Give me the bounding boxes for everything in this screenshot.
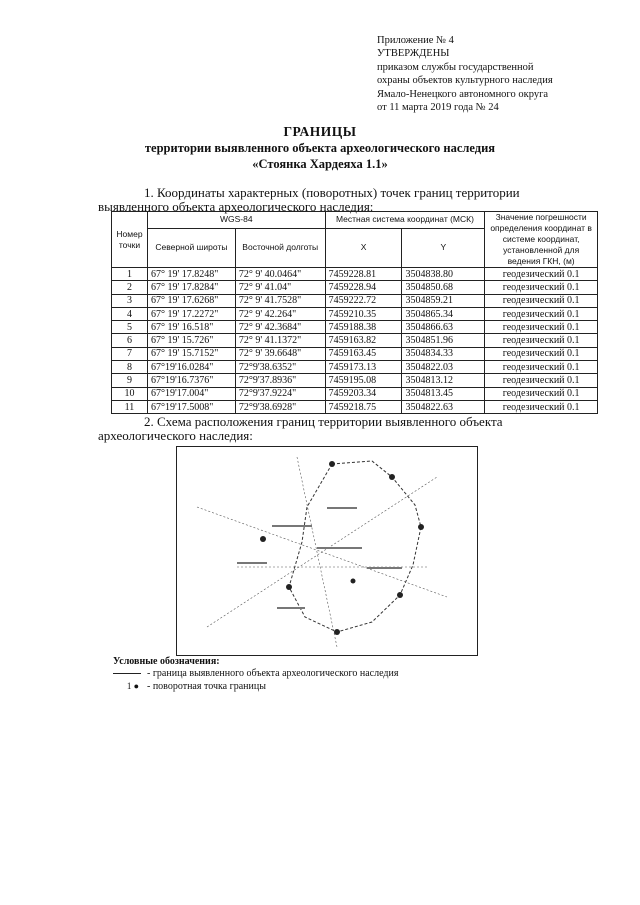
latitude-cell: 67° 19' 15.726" <box>147 334 235 347</box>
boundary-line <box>289 461 421 632</box>
point-number-cell: 5 <box>112 321 148 334</box>
boundary-point <box>389 474 395 480</box>
section-2-text <box>98 415 600 443</box>
header-longitude: Восточной долготы <box>235 228 325 267</box>
point-number-cell: 3 <box>112 294 148 307</box>
latitude-cell: 67°19'16.0284" <box>147 361 235 374</box>
x-cell: 7459222.72 <box>325 294 402 307</box>
accuracy-cell: геодезический 0.1 <box>485 400 598 413</box>
header-local-system: Местная система координат (МСК) <box>325 212 485 229</box>
scheme-annotation <box>327 507 357 509</box>
table-row <box>112 400 598 413</box>
longitude-cell: 72°9'37.8936" <box>235 374 325 387</box>
section-1-text <box>98 186 600 214</box>
accuracy-cell: геодезический 0.1 <box>485 281 598 294</box>
table-body <box>112 268 598 414</box>
table-row <box>112 321 598 334</box>
y-cell: 3504866.63 <box>402 321 485 334</box>
y-cell: 3504813.12 <box>402 374 485 387</box>
section-1-line: 1. Координаты характерных (поворотных) точек границ территории <box>144 185 520 200</box>
scheme-annotation <box>272 525 312 527</box>
header-point-number: Номер точки <box>112 212 148 268</box>
x-cell: 7459210.35 <box>325 307 402 320</box>
point-number-cell: 9 <box>112 374 148 387</box>
x-cell: 7459195.08 <box>325 374 402 387</box>
x-cell: 7459163.82 <box>325 334 402 347</box>
x-cell: 7459163.45 <box>325 347 402 360</box>
document-title: ГРАНИЦЫ <box>283 124 357 139</box>
accuracy-cell: геодезический 0.1 <box>485 268 598 281</box>
appendix-line: УТВЕРЖДЕНЫ <box>377 48 450 60</box>
latitude-cell: 67°19'17.004" <box>147 387 235 400</box>
header-x: X <box>325 228 402 267</box>
point-number-cell: 11 <box>112 400 148 413</box>
boundary-point <box>329 461 335 467</box>
accuracy-cell: геодезический 0.1 <box>485 307 598 320</box>
accuracy-cell: геодезический 0.1 <box>485 321 598 334</box>
point-marker-symbol: 1 ● <box>126 681 139 691</box>
x-cell: 7459203.34 <box>325 387 402 400</box>
longitude-cell: 72°9'38.6928" <box>235 400 325 413</box>
scheme-annotation <box>367 567 402 569</box>
point-number-cell: 2 <box>112 281 148 294</box>
y-cell: 3504822.03 <box>402 361 485 374</box>
document-subtitle: территории выявленного объекта археологического наследия <box>144 141 496 155</box>
latitude-cell: 67° 19' 15.7152" <box>147 347 235 360</box>
legend-row-boundary <box>113 668 398 680</box>
point-number-cell: 8 <box>112 361 148 374</box>
latitude-cell: 67° 19' 17.2272" <box>147 307 235 320</box>
table-row <box>112 281 598 294</box>
boundary-line-symbol <box>113 673 141 674</box>
table-row <box>112 294 598 307</box>
accuracy-cell: геодезический 0.1 <box>485 294 598 307</box>
accuracy-cell: геодезический 0.1 <box>485 361 598 374</box>
accuracy-cell: геодезический 0.1 <box>485 334 598 347</box>
scheme-drawing <box>177 447 477 655</box>
appendix-block <box>377 34 553 114</box>
y-cell: 3504813.45 <box>402 387 485 400</box>
latitude-cell: 67°19'16.7376" <box>147 374 235 387</box>
table-row <box>112 361 598 374</box>
scheme-annotation <box>237 562 267 564</box>
longitude-cell: 72° 9' 39.6648" <box>235 347 325 360</box>
boundary-point <box>334 629 340 635</box>
scheme-line <box>207 477 437 627</box>
latitude-cell: 67°19'17.5008" <box>147 400 235 413</box>
appendix-line: приказом службы государственной <box>377 61 534 73</box>
point-number-cell: 10 <box>112 387 148 400</box>
table-row <box>112 268 598 281</box>
x-cell: 7459218.75 <box>325 400 402 413</box>
boundary-scheme <box>176 446 478 656</box>
section-2-line: археологического наследия: <box>98 428 253 443</box>
point-number-cell: 4 <box>112 307 148 320</box>
boundary-point <box>418 524 424 530</box>
longitude-cell: 72° 9' 41.7528" <box>235 294 325 307</box>
longitude-cell: 72° 9' 42.264" <box>235 307 325 320</box>
x-cell: 7459188.38 <box>325 321 402 334</box>
header-accuracy: Значение погрешности определения координат в системе координат, установленной для ведения ГКН, (м) <box>485 212 598 268</box>
table-row <box>112 307 598 320</box>
legend-point-text: - поворотная точка границы <box>147 681 266 692</box>
x-cell: 7459228.81 <box>325 268 402 281</box>
longitude-cell: 72° 9' 42.3684" <box>235 321 325 334</box>
y-cell: 3504859.21 <box>402 294 485 307</box>
point-number-cell: 6 <box>112 334 148 347</box>
boundary-point <box>351 579 356 584</box>
boundary-point <box>286 584 292 590</box>
longitude-cell: 72° 9' 40.0464" <box>235 268 325 281</box>
accuracy-cell: геодезический 0.1 <box>485 387 598 400</box>
table-row <box>112 387 598 400</box>
table-header-row <box>112 212 598 229</box>
legend-heading: Условные обозначения: <box>113 656 220 667</box>
latitude-cell: 67° 19' 17.6268" <box>147 294 235 307</box>
longitude-cell: 72° 9' 41.04" <box>235 281 325 294</box>
table-row <box>112 347 598 360</box>
appendix-line: от 11 марта 2019 года № 24 <box>377 102 499 114</box>
table-row <box>112 334 598 347</box>
y-cell: 3504865.34 <box>402 307 485 320</box>
table-row <box>112 374 598 387</box>
coordinates-table <box>111 211 598 414</box>
boundary-point <box>397 592 403 598</box>
boundary-point <box>260 536 266 542</box>
scheme-annotation <box>317 547 362 549</box>
longitude-cell: 72° 9' 41.1372" <box>235 334 325 347</box>
y-cell: 3504851.96 <box>402 334 485 347</box>
y-cell: 3504834.33 <box>402 347 485 360</box>
x-cell: 7459228.94 <box>325 281 402 294</box>
latitude-cell: 67° 19' 17.8284" <box>147 281 235 294</box>
appendix-line: охраны объектов культурного наследия <box>377 75 553 87</box>
legend <box>113 656 398 692</box>
x-cell: 7459173.13 <box>325 361 402 374</box>
point-number-cell: 1 <box>112 268 148 281</box>
longitude-cell: 72°9'38.6352" <box>235 361 325 374</box>
accuracy-cell: геодезический 0.1 <box>485 374 598 387</box>
latitude-cell: 67° 19' 16.518" <box>147 321 235 334</box>
legend-boundary-text: - граница выявленного объекта археологического наследия <box>147 668 399 679</box>
scheme-line <box>297 457 337 647</box>
y-cell: 3504850.68 <box>402 281 485 294</box>
object-name: «Стоянка Хардеяха 1.1» <box>252 157 388 171</box>
legend-row-point <box>113 680 398 692</box>
appendix-line: Приложение № 4 <box>377 35 454 46</box>
y-cell: 3504822.63 <box>402 400 485 413</box>
header-wgs: WGS-84 <box>147 212 325 229</box>
scheme-annotation <box>277 607 305 609</box>
header-y: Y <box>402 228 485 267</box>
appendix-line: Ямало-Ненецкого автономного округа <box>377 88 549 100</box>
section-1-line: выявленного объекта археологического наследия: <box>98 199 374 214</box>
section-2-line: 2. Схема расположения границ территории выявленного объекта <box>144 414 503 429</box>
header-latitude: Северной широты <box>147 228 235 267</box>
longitude-cell: 72°9'37.9224" <box>235 387 325 400</box>
accuracy-cell: геодезический 0.1 <box>485 347 598 360</box>
y-cell: 3504838.80 <box>402 268 485 281</box>
point-number-cell: 7 <box>112 347 148 360</box>
latitude-cell: 67° 19' 17.8248" <box>147 268 235 281</box>
